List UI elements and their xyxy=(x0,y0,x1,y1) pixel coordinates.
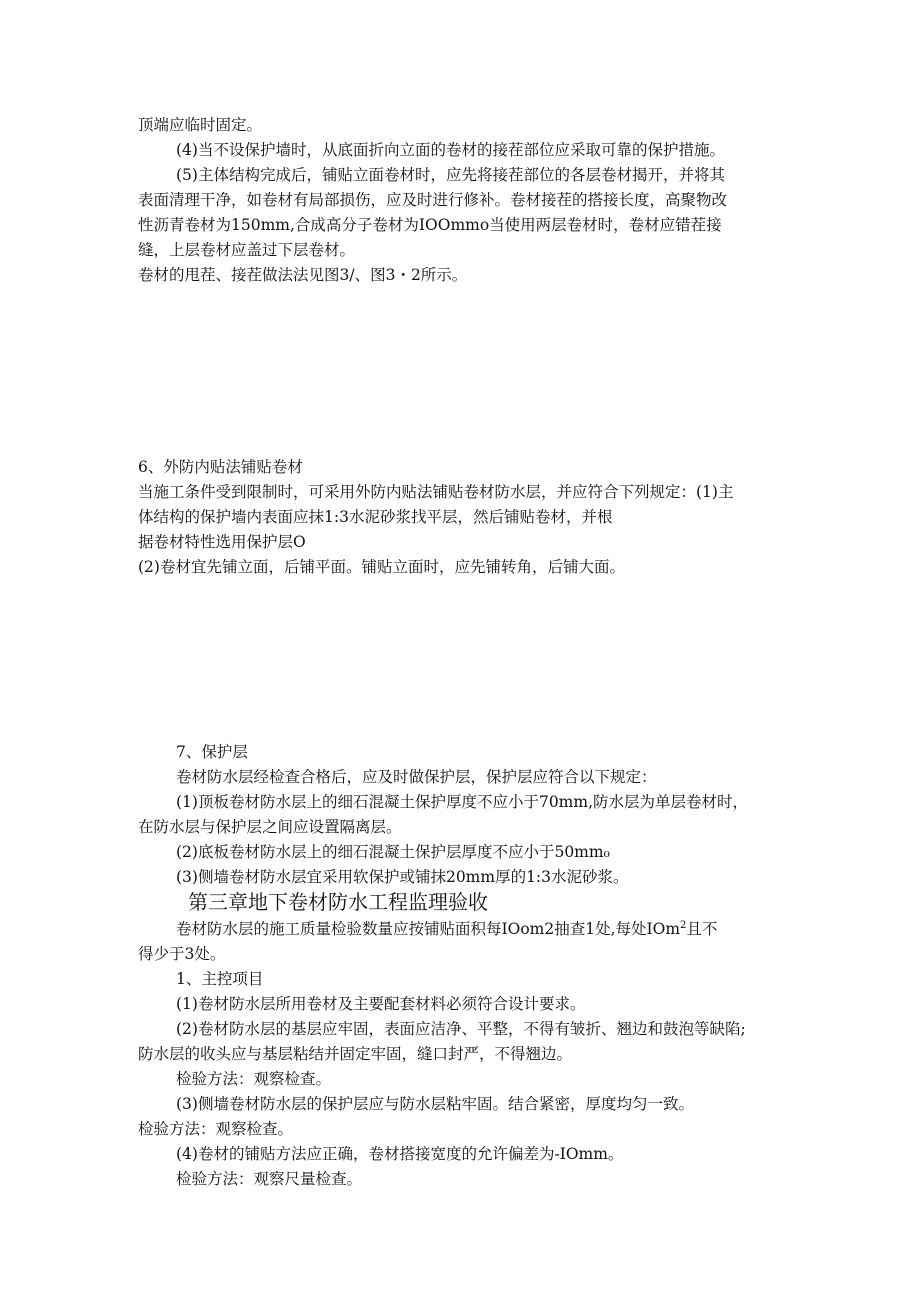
paragraph-line: (4)卷材的铺贴方法应正确，卷材搭接宽度的允许偏差为-IOmm。 xyxy=(176,1145,624,1163)
chapter-title: 第三章地下卷材防水工程监理验收 xyxy=(188,890,488,914)
paragraph-line: (2)卷材宜先铺立面，后铺平面。铺贴立面时，应先铺转角，后铺大面。 xyxy=(138,558,625,576)
paragraph-line: 在防水层与保护层之间应设置隔离层。 xyxy=(138,818,402,836)
paragraph-line: 卷材防水层经检查合格后，应及时做保护层，保护层应符合以下规定： xyxy=(176,768,657,786)
paragraph-line: (1)卷材防水层所用卷材及主要配套材料必须符合设计要求。 xyxy=(176,995,586,1013)
subsection-title: 1、主控项目 xyxy=(176,970,264,988)
paragraph-line: 体结构的保护墙内表面应抹1:3水泥砂浆找平层，然后铺贴卷材，并根 xyxy=(138,508,613,526)
inspection-method: 检验方法：观察检查。 xyxy=(176,1070,332,1088)
superscript: 2 xyxy=(680,919,687,931)
paragraph-line xyxy=(176,918,717,940)
paragraph-line: 防水层的收头应与基层粘结并固定牢固，缝口封严，不得翘边。 xyxy=(138,1045,573,1063)
paragraph-line: (1)顶板卷材防水层上的细石混凝土保护厚度不应小于70mm,防水层为单层卷材时， xyxy=(176,793,749,811)
paragraph-line: (3)侧墙卷材防水层宜采用软保护或铺抹20mm厚的1:3水泥砂浆。 xyxy=(176,868,629,886)
paragraph-line: 顶端应临时固定。 xyxy=(138,116,263,134)
section-title: 6、外防内贴法铺贴卷材 xyxy=(138,458,303,476)
paragraph-line: (2)底板卷材防水层上的细石混凝土保护层厚度不应小于50mm₀ xyxy=(176,843,610,861)
paragraph-line: 据卷材特性选用保护层O xyxy=(138,533,306,551)
paragraph-line: 当施工条件受到限制时，可采用外防内贴法铺贴卷材防水层，并应符合下列规定：(1)主 xyxy=(138,483,734,501)
paragraph-line: (2)卷材防水层的基层应牢固，表面应洁净、平整，不得有皱折、翘边和鼓泡等缺陷; xyxy=(176,1020,746,1038)
section-title: 7、保护层 xyxy=(176,743,248,761)
figure-reference: 卷材的甩茬、接茬做法法见图3/、图3・2所示。 xyxy=(138,266,468,284)
paragraph-line: 性沥青卷材为150mm,合成高分子卷材为IOOmmo当使用两层卷材时，卷材应错茬接 xyxy=(138,216,722,234)
inspection-method: 检验方法：观察尺量检查。 xyxy=(176,1170,363,1188)
paragraph-line: (4)当不设保护墙时，从底面折向立面的卷材的接茬部位应采取可靠的保护措施。 xyxy=(176,141,725,159)
paragraph-line: 表面清理干净，如卷材有局部损伤，应及时进行修补。卷材接茬的搭接长度，高聚物改 xyxy=(138,191,728,209)
paragraph-line: 缝，上层卷材应盖过下层卷材。 xyxy=(138,241,356,259)
intro-text-end: 且不 xyxy=(686,920,718,938)
paragraph-line: 得少于3处。 xyxy=(138,945,226,963)
paragraph-line: (3)侧墙卷材防水层的保护层应与防水层粘牢固。结合紧密，厚度均匀一致。 xyxy=(176,1095,694,1113)
intro-text: 卷材防水层的施工质量检验数量应按铺贴面积每IOom2抽查1处,每处IOm xyxy=(176,920,681,938)
inspection-method: 检验方法：观察检查。 xyxy=(138,1120,294,1138)
paragraph-line: (5)主体结构完成后，铺贴立面卷材时，应先将接茬部位的各层卷材揭开，并将其 xyxy=(176,166,725,184)
